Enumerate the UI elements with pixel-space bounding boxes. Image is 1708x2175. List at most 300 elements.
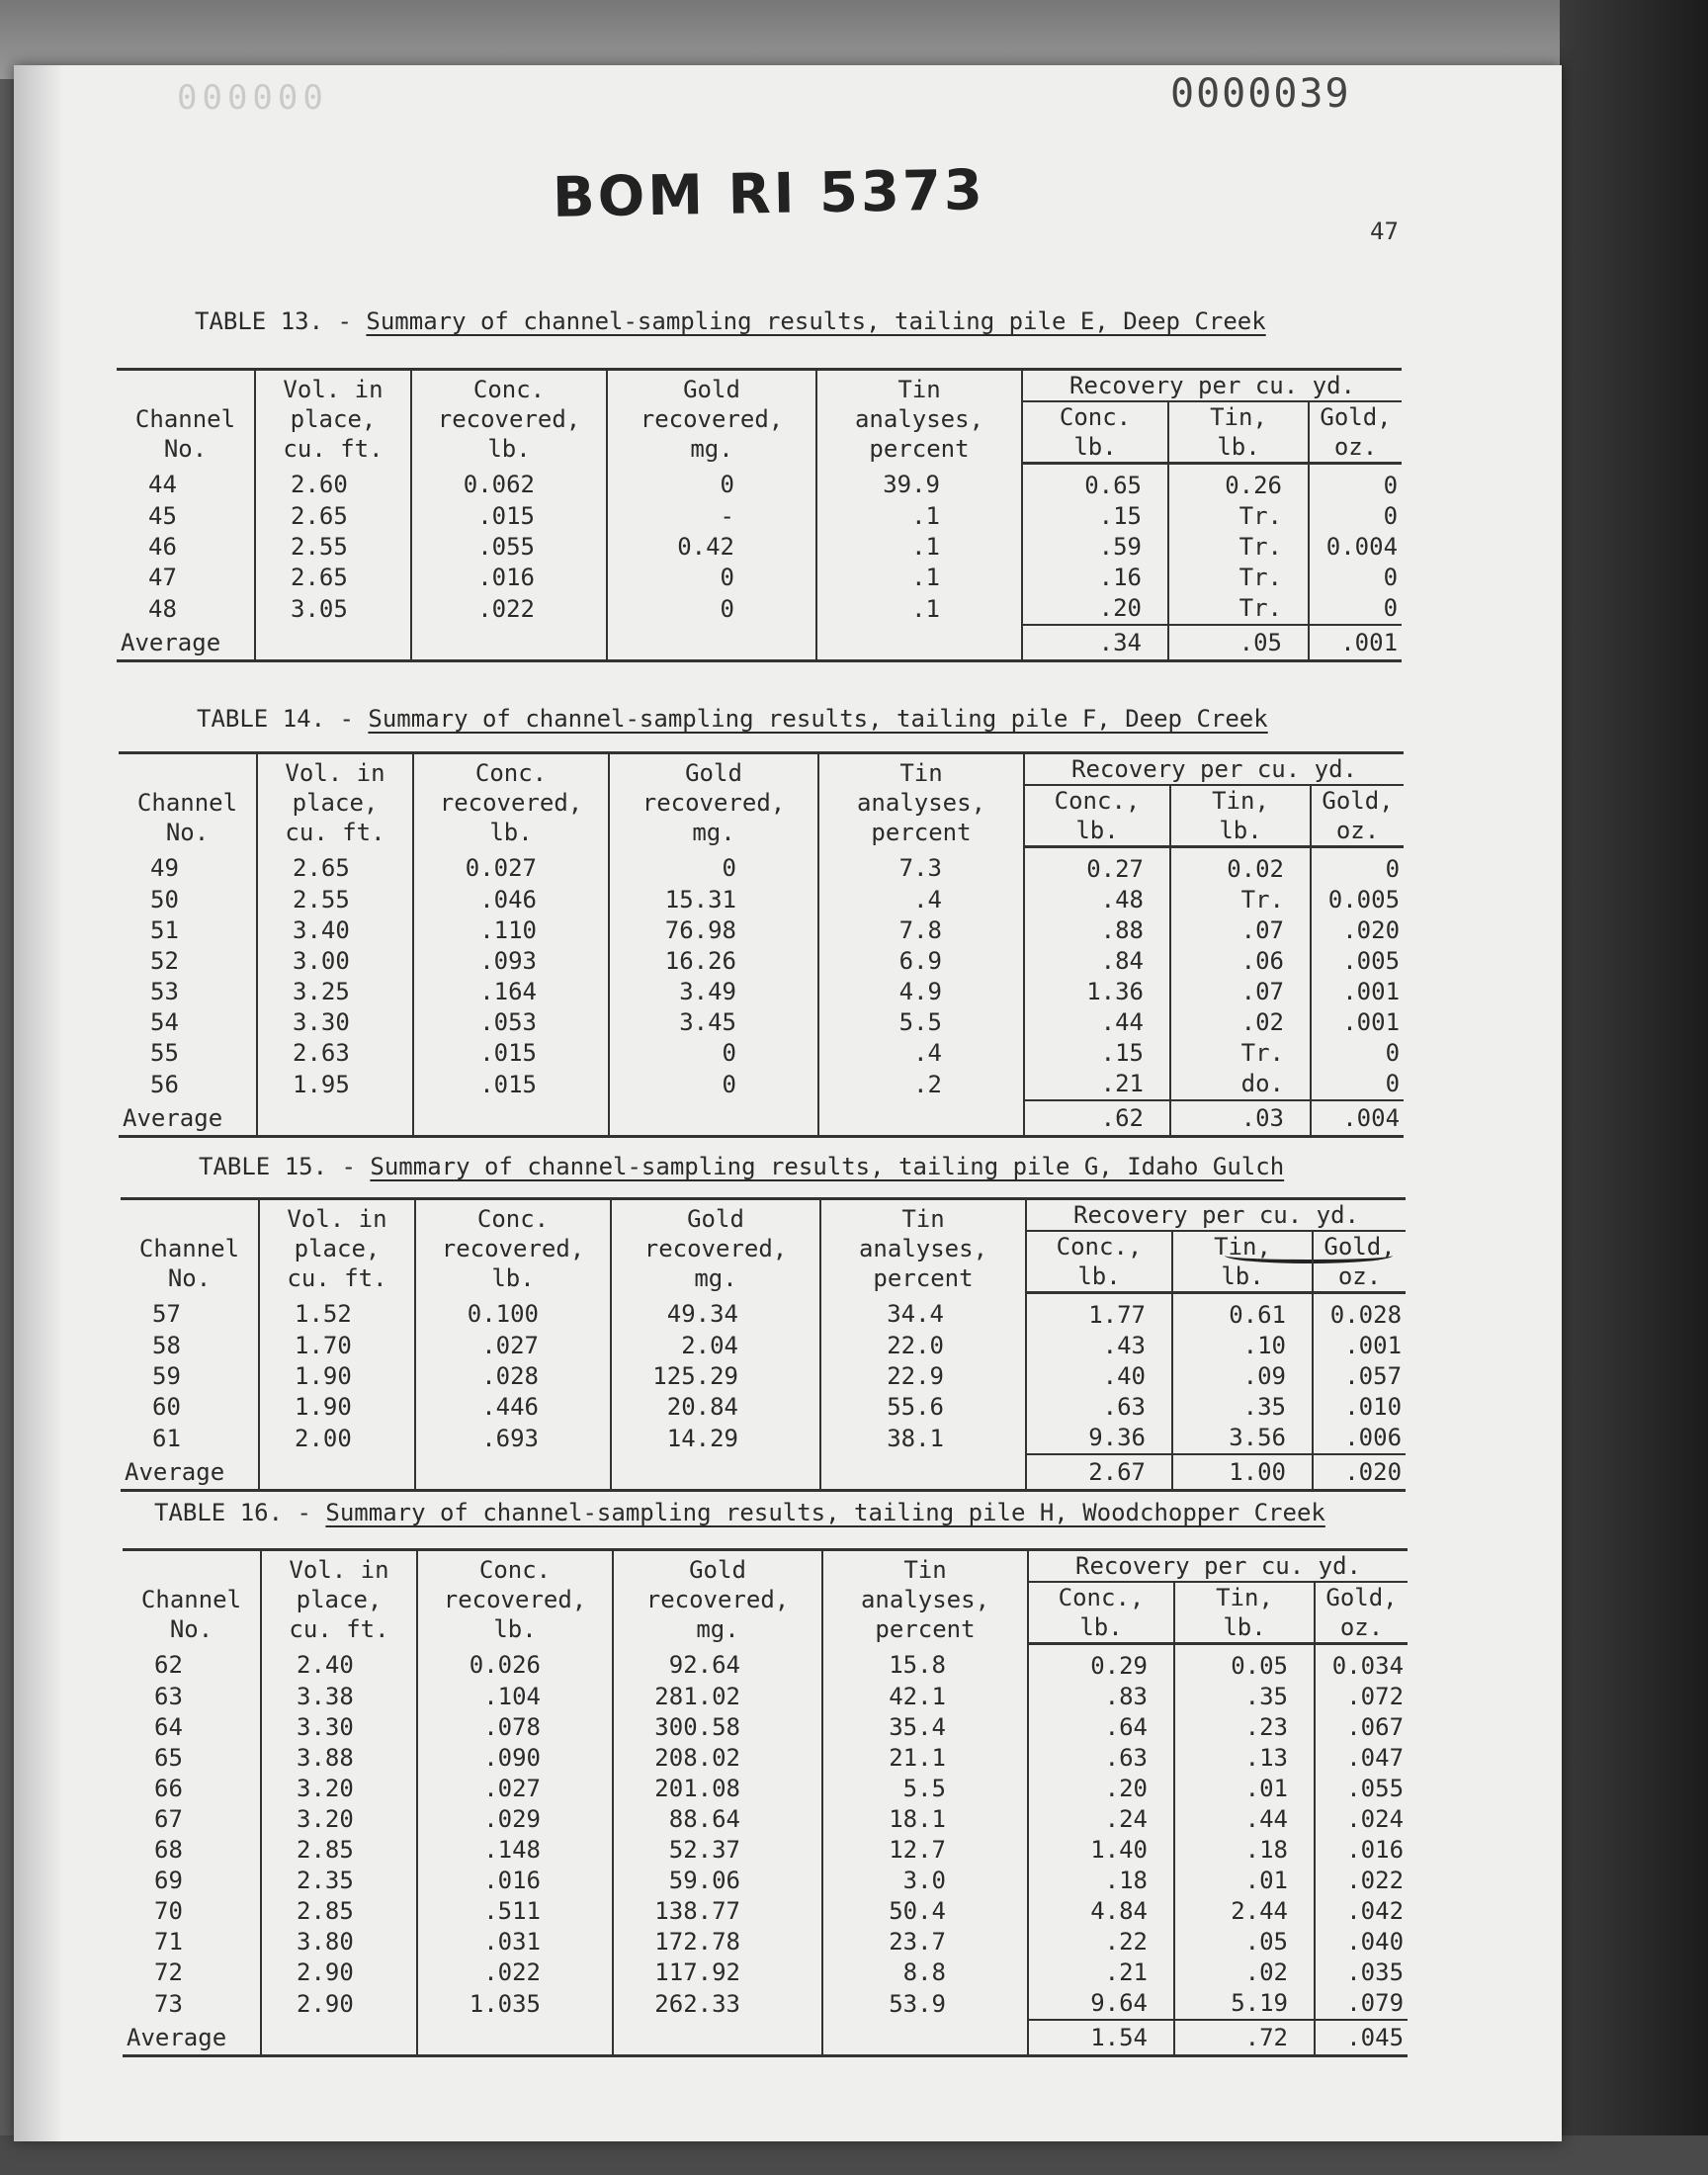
cell-tin-analyses: .1 [816, 501, 1022, 532]
table-15 [121, 1197, 1406, 1492]
table-row [119, 847, 1404, 886]
cell-recovery-tin: .02 [1174, 1958, 1315, 1988]
cell-conc-recovered: 0.100 [415, 1293, 611, 1332]
empty-cell [413, 1100, 609, 1137]
cell-recovery-conc: .15 [1022, 501, 1168, 532]
average-label: Average [117, 625, 255, 661]
empty-cell [820, 1454, 1026, 1491]
cell-recovery-tin: .35 [1172, 1392, 1313, 1423]
cell-vol-in-place: 3.25 [257, 977, 413, 1007]
header-recovery-gold-line: Gold, [1325, 1584, 1398, 1611]
cell-gold-recovered: 16.26 [609, 946, 818, 977]
cell-recovery-conc: 9.36 [1026, 1423, 1172, 1454]
cell-channel-no: 56 [150, 1070, 179, 1098]
cell-recovery-tin: .13 [1174, 1743, 1315, 1774]
cell-tin-analyses: 42.1 [822, 1682, 1028, 1712]
cell-gold-recovered: 281.02 [613, 1682, 822, 1712]
cell-conc-recovered: .029 [417, 1804, 613, 1835]
header-recovery-tin-line: lb. [1219, 817, 1262, 844]
table-14-label: TABLE 14. - [197, 705, 369, 733]
cell-channel-no: 55 [150, 1039, 179, 1067]
header-recovery-conc-line: Conc. [1059, 403, 1132, 431]
cell-conc-recovered: .110 [413, 915, 609, 946]
header-tin-analyses-line: Tin [899, 758, 943, 787]
cell-conc-recovered: .015 [413, 1069, 609, 1100]
average-recovery-tin: .72 [1174, 2020, 1315, 2056]
cell-gold-recovered: 262.33 [613, 1988, 822, 2020]
cell-gold-recovered: 0 [607, 593, 816, 625]
average-recovery-tin: .03 [1170, 1100, 1311, 1137]
header-tin-analyses-line: percent [873, 1263, 974, 1292]
header-tin-analyses-line: analyses, [858, 1234, 988, 1262]
cell-conc-recovered: .046 [413, 885, 609, 915]
cell-channel-no: 58 [152, 1332, 181, 1359]
header-recovery-tin-line: lb. [1217, 433, 1260, 461]
table-row [123, 1988, 1408, 2020]
cell-channel-no: 69 [154, 1867, 183, 1894]
header-recovery-gold-line: Gold, [1322, 787, 1394, 815]
header-vol-in-place-line: place, [292, 788, 379, 817]
cell-recovery-conc: 0.27 [1024, 847, 1170, 886]
header-recovery-conc-line: lb. [1073, 433, 1117, 461]
cell-vol-in-place: 2.65 [255, 563, 411, 593]
cell-vol-in-place: 3.88 [261, 1743, 417, 1774]
empty-cell [611, 1454, 820, 1491]
cell-conc-recovered: .055 [411, 532, 607, 563]
cell-tin-analyses: 38.1 [820, 1423, 1026, 1454]
table-16-label: TABLE 16. - [154, 1499, 326, 1526]
cell-recovery-conc: .83 [1028, 1682, 1174, 1712]
header-vol-in-place-line: place, [290, 404, 377, 433]
cell-tin-analyses: 39.9 [816, 464, 1022, 502]
cell-gold-recovered: 0 [609, 1038, 818, 1069]
header-conc-recovered [417, 1550, 613, 1644]
cell-recovery-tin: .06 [1170, 946, 1311, 977]
cell-recovery-gold: .020 [1311, 915, 1404, 946]
cell-recovery-tin: .44 [1174, 1804, 1315, 1835]
cell-conc-recovered: .027 [417, 1774, 613, 1804]
cell-channel-no: 70 [154, 1897, 183, 1925]
cell-conc-recovered: .078 [417, 1712, 613, 1743]
header-channel-no-line: No. [165, 818, 210, 846]
cell-channel-no: 59 [152, 1362, 181, 1390]
cell-conc-recovered: .053 [413, 1007, 609, 1038]
empty-cell [257, 1100, 413, 1137]
header-gold-recovered-line: mg. [690, 434, 733, 463]
cell-recovery-conc: 1.77 [1026, 1293, 1172, 1332]
cell-tin-analyses: 3.0 [822, 1866, 1028, 1896]
table-row [123, 1896, 1408, 1927]
table-row [121, 1423, 1406, 1454]
cell-recovery-gold: .047 [1315, 1743, 1408, 1774]
cell-recovery-tin: .01 [1174, 1866, 1315, 1896]
header-recovery-tin [1172, 1231, 1313, 1293]
cell-conc-recovered: .022 [417, 1958, 613, 1988]
header-recovery-conc-line: Conc., [1054, 787, 1141, 815]
cell-vol-in-place: 3.00 [257, 946, 413, 977]
cell-recovery-tin: Tr. [1170, 885, 1311, 915]
handwritten-note: BOM RI 5373 [552, 158, 986, 230]
header-tin-analyses [816, 370, 1022, 464]
cell-recovery-tin: .05 [1174, 1927, 1315, 1958]
cell-vol-in-place: 2.55 [255, 532, 411, 563]
cell-gold-recovered: 76.98 [609, 915, 818, 946]
average-label: Average [123, 2020, 261, 2056]
cell-recovery-gold: .010 [1313, 1392, 1406, 1423]
cell-recovery-gold: 0.028 [1313, 1293, 1406, 1332]
average-row [123, 2020, 1408, 2056]
cell-tin-analyses: 50.4 [822, 1896, 1028, 1927]
header-recovery-gold-line: oz. [1337, 1262, 1382, 1290]
cell-vol-in-place: 3.05 [255, 593, 411, 625]
cell-gold-recovered: 0 [609, 847, 818, 886]
header-tin-analyses-line: analyses, [854, 404, 984, 433]
header-gold-recovered [609, 753, 818, 847]
cell-recovery-tin: .07 [1170, 915, 1311, 946]
header-vol-in-place-line: cu. ft. [287, 1263, 387, 1292]
header-vol-in-place [261, 1550, 417, 1644]
header-tin-analyses-line: Tin [903, 1555, 947, 1584]
cell-recovery-tin: 0.05 [1174, 1644, 1315, 1683]
cell-vol-in-place: 1.90 [259, 1392, 415, 1423]
empty-cell [259, 1454, 415, 1491]
header-vol-in-place-line: cu. ft. [285, 818, 385, 846]
header-vol-in-place [255, 370, 411, 464]
cell-recovery-conc: .88 [1024, 915, 1170, 946]
cell-vol-in-place: 3.40 [257, 915, 413, 946]
average-row [117, 625, 1402, 661]
cell-tin-analyses: 7.8 [818, 915, 1024, 946]
cell-channel-no: 73 [154, 1989, 183, 2018]
cell-recovery-conc: .84 [1024, 946, 1170, 977]
header-conc-recovered-line: recovered, [439, 788, 583, 817]
table-13 [117, 368, 1402, 662]
cell-tin-analyses: .1 [816, 532, 1022, 563]
cell-recovery-tin: .02 [1170, 1007, 1311, 1038]
cell-recovery-gold: .001 [1311, 1007, 1404, 1038]
cell-conc-recovered: .090 [417, 1743, 613, 1774]
cell-channel-no: 45 [148, 502, 177, 530]
header-recovery-gold [1313, 1231, 1406, 1293]
table-row [119, 885, 1404, 915]
cell-conc-recovered: .093 [413, 946, 609, 977]
cell-vol-in-place: 2.35 [261, 1866, 417, 1896]
table-row [121, 1392, 1406, 1423]
header-recovery-conc [1026, 1231, 1172, 1293]
header-recovery-conc-line: Conc., [1056, 1233, 1143, 1261]
average-recovery-conc: .34 [1022, 625, 1168, 661]
cell-vol-in-place: 3.80 [261, 1927, 417, 1958]
header-recovery-tin-line: Tin, [1216, 1584, 1273, 1611]
cell-tin-analyses: .1 [816, 563, 1022, 593]
cell-tin-analyses: 6.9 [818, 946, 1024, 977]
cell-conc-recovered: .104 [417, 1682, 613, 1712]
cell-conc-recovered: .028 [415, 1361, 611, 1392]
cell-tin-analyses: 7.3 [818, 847, 1024, 886]
cell-vol-in-place: 3.20 [261, 1804, 417, 1835]
cell-recovery-gold: .040 [1315, 1927, 1408, 1958]
cell-recovery-conc: .59 [1022, 532, 1168, 563]
header-channel-no-line: Channel [140, 1585, 242, 1613]
cell-tin-analyses: 4.9 [818, 977, 1024, 1007]
table-row [121, 1361, 1406, 1392]
table-row [117, 532, 1402, 563]
cell-recovery-gold: .022 [1315, 1866, 1408, 1896]
cell-conc-recovered: .016 [417, 1866, 613, 1896]
cell-gold-recovered: 0 [607, 464, 816, 502]
cell-channel-no: 46 [148, 533, 177, 561]
table-row [123, 1743, 1408, 1774]
cell-recovery-conc: .63 [1026, 1392, 1172, 1423]
cell-gold-recovered: 3.49 [609, 977, 818, 1007]
cell-vol-in-place: 2.40 [261, 1644, 417, 1683]
header-tin-analyses-line: percent [871, 818, 972, 846]
header-recovery-conc [1022, 401, 1168, 464]
cell-conc-recovered: .031 [417, 1927, 613, 1958]
header-conc-recovered-line: recovered, [437, 404, 581, 433]
cell-vol-in-place: 3.20 [261, 1774, 417, 1804]
header-gold-recovered-line: recovered, [641, 788, 786, 817]
header-gold-recovered-line: Gold [685, 758, 742, 787]
header-recovery-tin [1174, 1582, 1315, 1644]
cell-recovery-tin: 3.56 [1172, 1423, 1313, 1454]
cell-recovery-gold: .024 [1315, 1804, 1408, 1835]
header-vol-in-place [259, 1199, 415, 1293]
cell-channel-no: 57 [152, 1300, 181, 1329]
header-channel-no-line: Channel [136, 788, 238, 817]
cell-gold-recovered: 15.31 [609, 885, 818, 915]
cell-channel-no: 54 [150, 1008, 179, 1036]
cell-vol-in-place: 3.30 [257, 1007, 413, 1038]
average-recovery-gold: .004 [1311, 1100, 1404, 1137]
header-gold-recovered-line: mg. [696, 1614, 739, 1643]
cell-gold-recovered: 59.06 [613, 1866, 822, 1896]
cell-recovery-gold: 0 [1311, 1069, 1404, 1100]
cell-recovery-tin: .35 [1174, 1682, 1315, 1712]
header-vol-in-place-line: cu. ft. [283, 434, 384, 463]
cell-recovery-tin: .23 [1174, 1712, 1315, 1743]
header-recovery-gold-line: oz. [1333, 433, 1378, 461]
header-recovery-conc [1028, 1582, 1174, 1644]
cell-recovery-gold: .055 [1315, 1774, 1408, 1804]
header-recovery-group: Recovery per cu. yd. [1022, 370, 1402, 402]
header-vol-in-place-line: place, [294, 1234, 381, 1262]
cell-gold-recovered: 0.42 [607, 532, 816, 563]
cell-tin-analyses: .2 [818, 1069, 1024, 1100]
cell-gold-recovered: 49.34 [611, 1293, 820, 1332]
header-channel-no [117, 370, 255, 464]
cell-channel-no: 71 [154, 1928, 183, 1956]
cell-recovery-tin: do. [1170, 1069, 1311, 1100]
cell-recovery-conc: .43 [1026, 1331, 1172, 1361]
header-channel-no-line: Channel [138, 1234, 240, 1262]
table-15-label: TABLE 15. - [199, 1153, 371, 1180]
cell-recovery-tin: .10 [1172, 1331, 1313, 1361]
table-13-title: Summary of channel-sampling results, tailing pile E, Deep Creek [366, 307, 1266, 335]
cell-recovery-tin: .07 [1170, 977, 1311, 1007]
cell-recovery-conc: .18 [1028, 1866, 1174, 1896]
cell-recovery-conc: .44 [1024, 1007, 1170, 1038]
header-gold-recovered [607, 370, 816, 464]
cell-gold-recovered: 138.77 [613, 1896, 822, 1927]
cell-conc-recovered: .511 [417, 1896, 613, 1927]
header-recovery-tin-line: Tin, [1212, 787, 1269, 815]
header-vol-in-place-line: Vol. in [289, 1555, 389, 1584]
cell-vol-in-place: 2.65 [257, 847, 413, 886]
cell-channel-no: 48 [148, 594, 177, 623]
cell-recovery-tin: Tr. [1170, 1038, 1311, 1069]
cell-recovery-gold: .067 [1315, 1712, 1408, 1743]
table-row [123, 1774, 1408, 1804]
cell-recovery-conc: .20 [1028, 1774, 1174, 1804]
cell-gold-recovered: 52.37 [613, 1835, 822, 1866]
header-conc-recovered-line: Conc. [476, 1204, 550, 1233]
average-label: Average [121, 1454, 259, 1491]
cell-tin-analyses: 8.8 [822, 1958, 1028, 1988]
header-gold-recovered-line: Gold [683, 375, 740, 403]
header-gold-recovered-line: mg. [694, 1263, 737, 1292]
average-recovery-tin: 1.00 [1172, 1454, 1313, 1491]
cell-recovery-tin: .01 [1174, 1774, 1315, 1804]
cell-recovery-gold: .001 [1311, 977, 1404, 1007]
header-recovery-tin-line: Tin, [1210, 403, 1267, 431]
cell-gold-recovered: 0 [609, 1069, 818, 1100]
cell-vol-in-place: 2.90 [261, 1958, 417, 1988]
cell-conc-recovered: .148 [417, 1835, 613, 1866]
cell-conc-recovered: .164 [413, 977, 609, 1007]
table-16-caption [154, 1499, 1325, 1526]
table-row [119, 1069, 1404, 1100]
header-recovery-conc-line: lb. [1077, 1262, 1121, 1290]
cell-recovery-conc: 0.65 [1022, 464, 1168, 502]
cell-recovery-conc: 9.64 [1028, 1988, 1174, 2020]
table-14-caption [197, 705, 1268, 733]
cell-conc-recovered: 0.027 [413, 847, 609, 886]
cell-recovery-conc: 4.84 [1028, 1896, 1174, 1927]
average-recovery-conc: .62 [1024, 1100, 1170, 1137]
cell-vol-in-place: 2.85 [261, 1896, 417, 1927]
cell-recovery-conc: 0.29 [1028, 1644, 1174, 1683]
table-14 [119, 751, 1404, 1138]
header-recovery-tin [1168, 401, 1309, 464]
cell-recovery-conc: .15 [1024, 1038, 1170, 1069]
header-conc-recovered [411, 370, 607, 464]
header-conc-recovered-line: Conc. [474, 758, 548, 787]
header-recovery-gold-line: oz. [1339, 1613, 1384, 1641]
document-page [14, 65, 1562, 2141]
cell-conc-recovered: .022 [411, 593, 607, 625]
cell-channel-no: 63 [154, 1683, 183, 1710]
average-label: Average [119, 1100, 257, 1137]
cell-channel-no: 62 [154, 1651, 183, 1680]
header-gold-recovered-line: Gold [687, 1204, 744, 1233]
header-gold-recovered [613, 1550, 822, 1644]
table-15-caption [199, 1153, 1284, 1180]
cell-recovery-tin: .18 [1174, 1835, 1315, 1866]
cell-gold-recovered: 3.45 [609, 1007, 818, 1038]
header-conc-recovered-line: recovered, [443, 1585, 587, 1613]
cell-conc-recovered: .027 [415, 1331, 611, 1361]
average-recovery-tin: .05 [1168, 625, 1309, 661]
empty-cell [613, 2020, 822, 2056]
header-gold-recovered-line: recovered, [645, 1585, 790, 1613]
cell-conc-recovered: .015 [413, 1038, 609, 1069]
empty-cell [411, 625, 607, 661]
cell-gold-recovered: 117.92 [613, 1958, 822, 1988]
cell-tin-analyses: .1 [816, 593, 1022, 625]
table-13-caption [195, 307, 1266, 335]
cell-channel-no: 47 [148, 564, 177, 591]
cell-recovery-tin: .09 [1172, 1361, 1313, 1392]
cell-recovery-tin: 2.44 [1174, 1896, 1315, 1927]
empty-cell [417, 2020, 613, 2056]
table-row [119, 977, 1404, 1007]
empty-cell [822, 2020, 1028, 2056]
header-recovery-group: Recovery per cu. yd. [1024, 753, 1404, 786]
cell-channel-no: 50 [150, 886, 179, 914]
header-vol-in-place-line: cu. ft. [289, 1614, 389, 1643]
cell-conc-recovered: 1.035 [417, 1988, 613, 2020]
empty-cell [255, 625, 411, 661]
header-recovery-conc-line: Conc., [1058, 1584, 1145, 1611]
cell-recovery-conc: .21 [1024, 1069, 1170, 1100]
empty-cell [607, 625, 816, 661]
cell-conc-recovered: .693 [415, 1423, 611, 1454]
empty-cell [609, 1100, 818, 1137]
cell-vol-in-place: 1.90 [259, 1361, 415, 1392]
cell-recovery-gold: 0 [1309, 593, 1402, 625]
empty-cell [816, 625, 1022, 661]
table-row [119, 1007, 1404, 1038]
cell-vol-in-place: 2.55 [257, 885, 413, 915]
cell-recovery-gold: .072 [1315, 1682, 1408, 1712]
header-channel-no [119, 753, 257, 847]
header-vol-in-place-line: Vol. in [285, 758, 385, 787]
cell-recovery-conc: .24 [1028, 1804, 1174, 1835]
cell-channel-no: 67 [154, 1805, 183, 1833]
cell-tin-analyses: 23.7 [822, 1927, 1028, 1958]
cell-recovery-conc: 1.40 [1028, 1835, 1174, 1866]
header-tin-analyses-line: Tin [897, 375, 941, 403]
cell-recovery-gold: .001 [1313, 1331, 1406, 1361]
cell-vol-in-place: 3.38 [261, 1682, 417, 1712]
cell-recovery-gold: .006 [1313, 1423, 1406, 1454]
cell-recovery-tin: 5.19 [1174, 1988, 1315, 2020]
header-recovery-gold-line: oz. [1335, 817, 1380, 844]
header-recovery-tin-line: Tin, [1214, 1233, 1271, 1261]
cell-recovery-conc: .22 [1028, 1927, 1174, 1958]
header-gold-recovered-line: recovered, [640, 404, 784, 433]
header-gold-recovered [611, 1199, 820, 1293]
ghost-stamp-number: 000000 [177, 78, 328, 118]
table-row [119, 1038, 1404, 1069]
header-channel-no-line: No. [169, 1614, 214, 1643]
cell-recovery-gold: .042 [1315, 1896, 1408, 1927]
cell-recovery-tin: 0.61 [1172, 1293, 1313, 1332]
header-tin-analyses-line: Tin [901, 1204, 945, 1233]
average-recovery-conc: 2.67 [1026, 1454, 1172, 1491]
cell-conc-recovered: 0.062 [411, 464, 607, 502]
cell-tin-analyses: 18.1 [822, 1804, 1028, 1835]
cell-recovery-conc: .16 [1022, 563, 1168, 593]
cell-recovery-gold: 0 [1311, 1038, 1404, 1069]
cell-gold-recovered: 208.02 [613, 1743, 822, 1774]
cell-gold-recovered: 14.29 [611, 1423, 820, 1454]
cell-channel-no: 72 [154, 1958, 183, 1986]
table-16 [123, 1548, 1408, 2057]
cell-tin-analyses: 21.1 [822, 1743, 1028, 1774]
cell-tin-analyses: 34.4 [820, 1293, 1026, 1332]
